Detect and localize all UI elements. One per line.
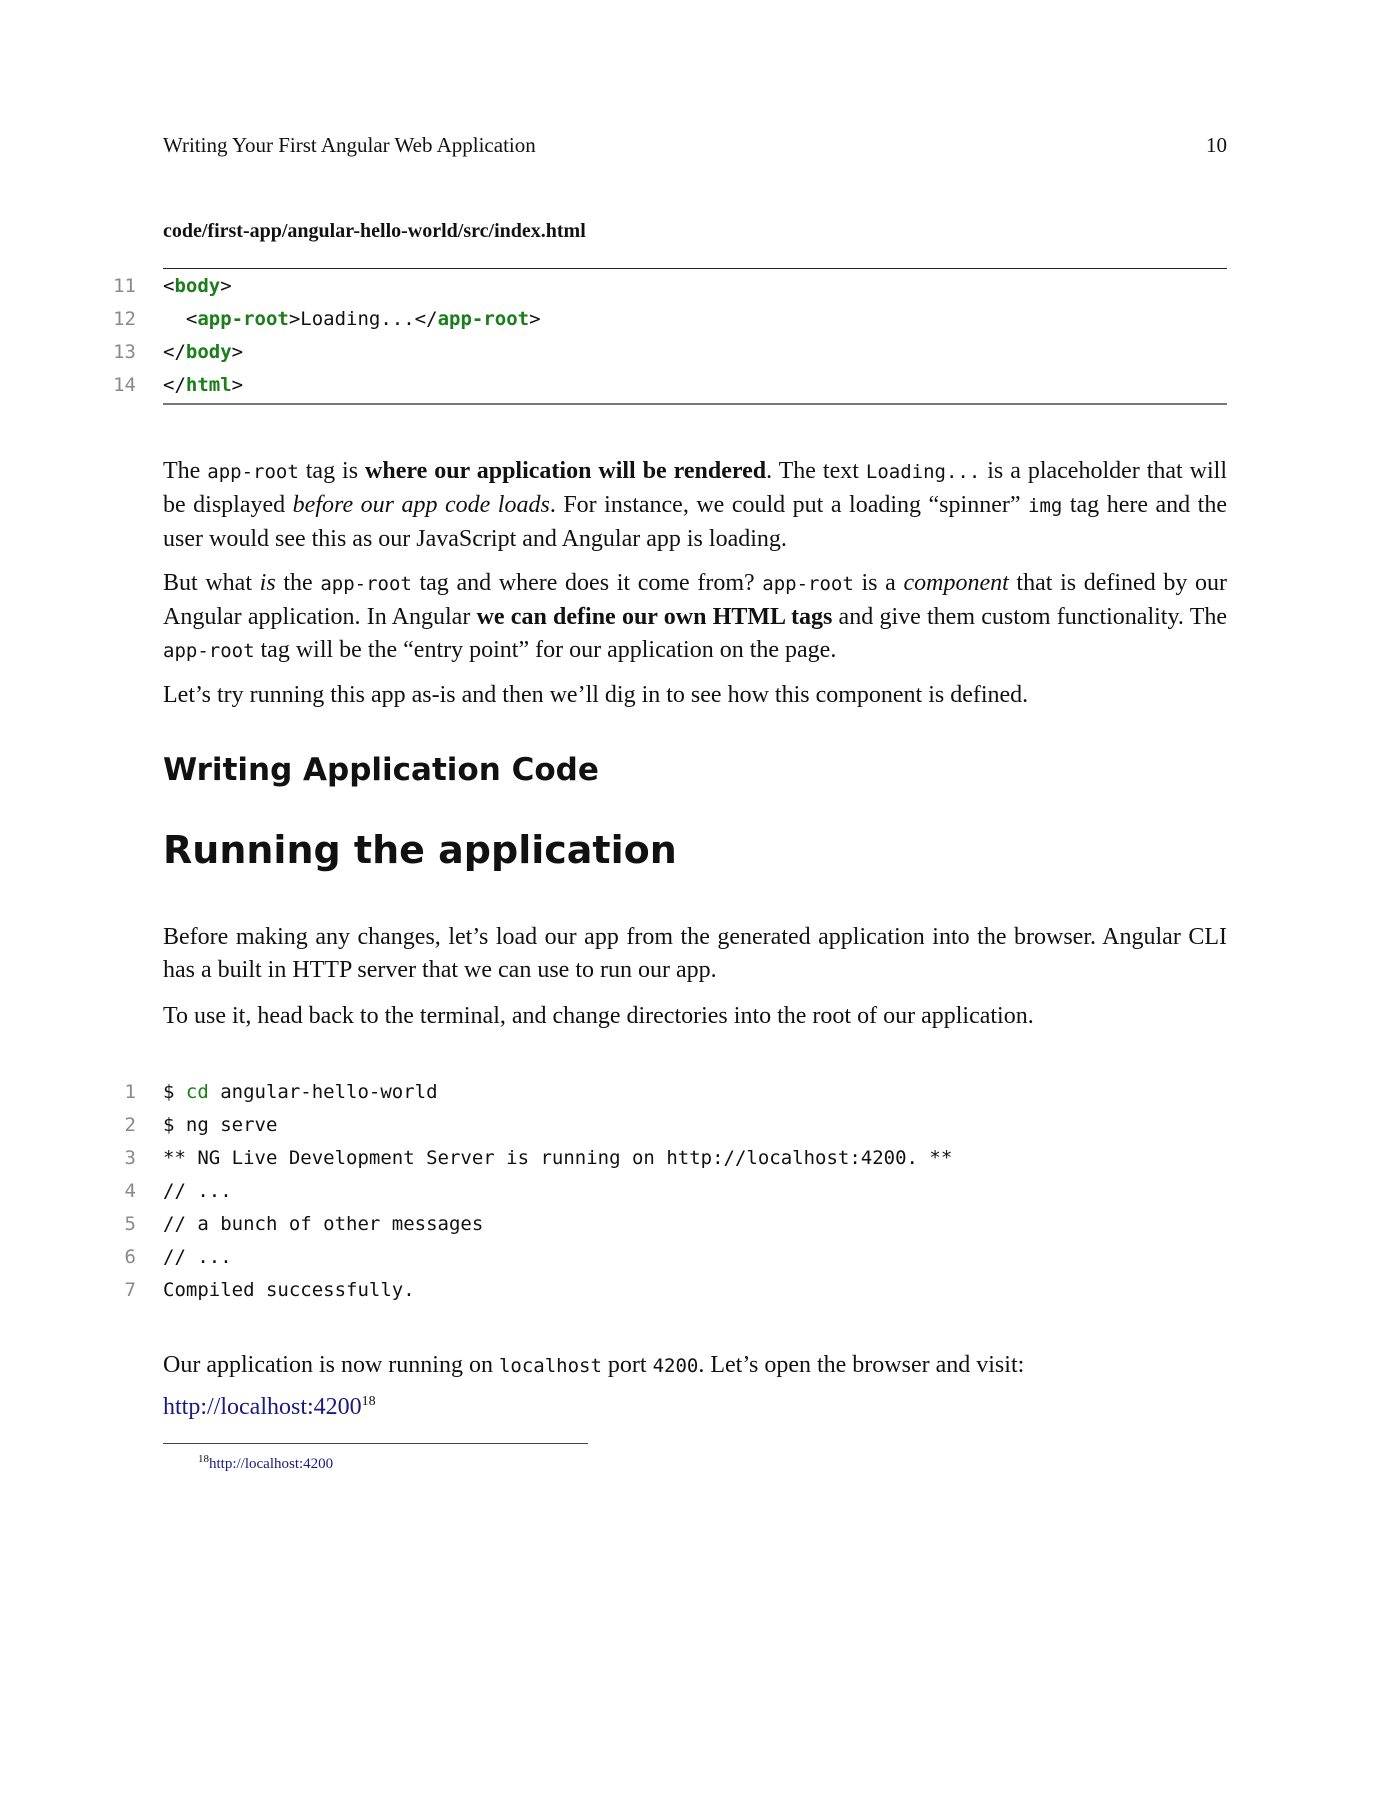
paragraph-running-on [163, 1349, 1227, 1383]
line-number: 4 [124, 1180, 136, 1202]
inline-code: app-root [320, 573, 412, 595]
code-token: // a bunch of other messages [163, 1213, 484, 1235]
code-line [0, 1076, 1391, 1109]
code-line [0, 1241, 1391, 1274]
code-token: < [163, 308, 198, 330]
inline-code: app-root [762, 573, 854, 595]
text-run: . The text [766, 458, 866, 484]
line-number: 1 [124, 1081, 136, 1103]
code-token: $ [163, 1081, 186, 1103]
text-run: that is defined by our Angular application. In Angular [163, 570, 1228, 630]
inline-code: img [1028, 495, 1063, 517]
text-run: To use it, head back to the terminal, and change directories into the root of our application. [163, 1003, 1034, 1029]
listing-file-path: code/first-app/angular-hello-world/src/index.html [163, 220, 586, 242]
listing-bottom-rule [163, 403, 1227, 405]
section-heading-running: Running the application [163, 828, 677, 872]
code-line [0, 1274, 1391, 1307]
code-token: > [529, 308, 541, 330]
text-run: Our application is now running on [163, 1352, 499, 1378]
paragraph-use-terminal [163, 1000, 1227, 1033]
inline-code: 4200 [652, 1355, 699, 1377]
code-token: > [231, 341, 244, 363]
line-number: 11 [113, 275, 136, 297]
text-run: tag will be the “entry point” for our application on the page. [254, 637, 837, 663]
line-number: 14 [113, 374, 136, 396]
code-text [163, 369, 243, 402]
text-run: Before making any changes, let’s load our app from the generated application into the browser. Angular CLI has a built in HTTP server that we can use to run our app. [163, 924, 1227, 983]
code-text [163, 270, 232, 303]
text-run: . Let’s open the browser and visit: [698, 1352, 1025, 1378]
text-run: . For instance, we could put a loading “spinner” [549, 492, 1029, 518]
line-number: 7 [124, 1279, 136, 1301]
text-run: The [163, 458, 208, 484]
text-run: tag is [298, 458, 366, 484]
listing-top-rule [163, 268, 1227, 269]
code-token: ** NG Live Development Server is running on http://localhost:4200. ** [163, 1147, 953, 1169]
code-text [163, 336, 243, 369]
code-keyword: app-root [437, 308, 530, 330]
code-text [163, 1241, 232, 1274]
code-token: >Loading...</ [288, 308, 438, 330]
code-token: $ ng serve [163, 1114, 278, 1136]
code-keyword: body [174, 275, 221, 297]
code-line [0, 336, 1391, 369]
code-text [163, 1109, 277, 1142]
footnote [198, 1453, 333, 1473]
italic-text: before our app code loads [292, 492, 550, 518]
running-header-title: Writing Your First Angular Web Application [163, 133, 536, 157]
inline-code: Loading... [865, 461, 981, 483]
code-keyword: cd [185, 1081, 209, 1103]
text-run: But what [163, 570, 260, 596]
code-keyword: html [185, 374, 232, 396]
inline-code: app-root [207, 461, 299, 483]
inline-code: app-root [163, 640, 255, 662]
code-line [0, 1175, 1391, 1208]
footnote-link[interactable]: http://localhost:4200 [209, 1456, 334, 1472]
italic-text: is [259, 570, 276, 596]
line-number: 3 [124, 1147, 136, 1169]
text-run: is a placeholder that will be displayed [163, 458, 1228, 518]
footnote-number: 18 [198, 1453, 209, 1465]
italic-text: component [903, 570, 1009, 596]
code-line [0, 1109, 1391, 1142]
text-run: is a [853, 570, 904, 596]
code-line [0, 369, 1391, 402]
code-token: < [163, 275, 175, 297]
line-number: 13 [113, 341, 136, 363]
code-token: </ [163, 374, 186, 396]
code-line [0, 1208, 1391, 1241]
localhost-link[interactable]: http://localhost:4200 [163, 1394, 362, 1420]
text-run: the [275, 570, 321, 596]
code-token: > [220, 275, 232, 297]
paragraph-app-root [163, 455, 1227, 556]
code-token: > [231, 374, 244, 396]
code-token: angular-hello-world [208, 1081, 438, 1103]
line-number: 5 [124, 1213, 136, 1235]
code-line [0, 270, 1391, 303]
inline-code: localhost [498, 1355, 602, 1377]
code-token: // ... [163, 1246, 232, 1268]
code-token: Compiled successfully. [163, 1279, 415, 1301]
text-run: Let’s try running this app as-is and then we’ll dig in to see how this component is defined. [163, 682, 1029, 708]
code-text [163, 303, 541, 336]
text-run: tag and where does it come from? [411, 570, 763, 596]
line-number: 6 [124, 1246, 136, 1268]
text-run: tag here and the user would see this as our JavaScript and Angular app is loading. [163, 492, 1227, 552]
line-number: 2 [124, 1114, 136, 1136]
code-line [0, 1142, 1391, 1175]
paragraph-component [163, 567, 1227, 668]
code-line [0, 303, 1391, 336]
text-run: port [601, 1352, 653, 1378]
code-token: </ [163, 341, 186, 363]
code-text [163, 1142, 952, 1175]
code-text [163, 1274, 415, 1307]
localhost-link-line [163, 1394, 376, 1421]
bold-text: where our application will be rendered [365, 458, 767, 484]
bold-text: we can define our own HTML tags [476, 604, 833, 630]
line-number: 12 [113, 308, 136, 330]
paragraph-before-changes [163, 921, 1227, 987]
code-token: // ... [163, 1180, 232, 1202]
code-text [163, 1175, 232, 1208]
section-heading-writing-code: Writing Application Code [163, 752, 599, 788]
paragraph-try-running [163, 679, 1227, 712]
code-text [163, 1208, 483, 1241]
code-keyword: body [185, 341, 232, 363]
footnote-ref: 18 [361, 1394, 376, 1409]
text-run: and give them custom functionality. The [832, 604, 1228, 630]
page-number: 10 [1206, 133, 1227, 157]
code-text [163, 1076, 438, 1109]
footnote-rule [163, 1443, 588, 1444]
code-keyword: app-root [197, 308, 289, 330]
